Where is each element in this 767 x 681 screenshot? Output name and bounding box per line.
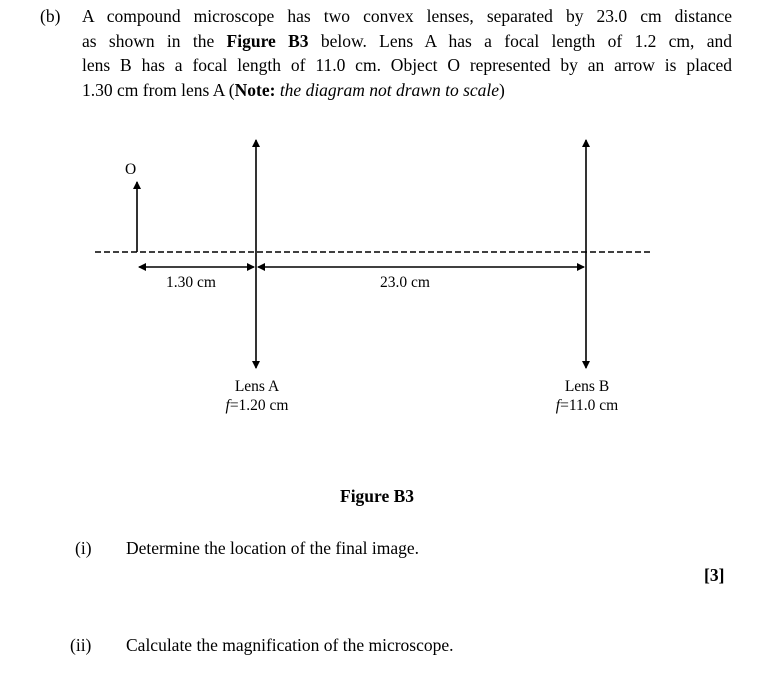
question-label: (b) bbox=[40, 6, 61, 26]
distance-label-2: 23.0 cm bbox=[380, 274, 430, 291]
figure-caption: Figure B3 bbox=[340, 486, 415, 506]
part-ii-text: Calculate the magnification of the microscope. bbox=[126, 635, 454, 655]
lens-a-label bbox=[213, 377, 301, 415]
lens-b-name: Lens B bbox=[564, 378, 610, 395]
part-i-marks: [3] bbox=[704, 565, 725, 585]
note-text: the diagram not drawn to scale bbox=[279, 79, 500, 100]
text: ) bbox=[499, 79, 505, 100]
focal-value: =1.20 cm bbox=[229, 397, 289, 414]
part-i-label: (i) bbox=[75, 538, 92, 558]
lens-b-focal bbox=[543, 396, 631, 415]
text: 1.30 cm from lens A ( bbox=[82, 79, 235, 100]
question-line: A compound microscope has two convex lenses, separated by 23.0 cm distance bbox=[82, 6, 732, 26]
focal-value: =11.0 cm bbox=[560, 397, 619, 414]
text: : bbox=[269, 79, 280, 100]
lens-a-focal bbox=[213, 396, 301, 415]
figure-ref: Figure B3 bbox=[226, 30, 309, 51]
focal-symbol: f bbox=[225, 397, 230, 414]
text: as shown in the bbox=[82, 30, 227, 51]
distance-label-1: 1.30 cm bbox=[166, 274, 216, 291]
question-line: lens B has a focal length of 11.0 cm. Object O represented by an arrow is placed bbox=[82, 55, 732, 75]
note-label: Note bbox=[234, 79, 270, 100]
lens-a-name: Lens A bbox=[234, 378, 280, 395]
part-i-text: Determine the location of the final image. bbox=[126, 538, 420, 558]
part-ii-label: (ii) bbox=[70, 635, 92, 655]
focal-symbol: f bbox=[555, 397, 561, 414]
text: below. Lens A has a focal length of 1.2 cm, and bbox=[308, 30, 732, 51]
lens-b-label bbox=[543, 377, 631, 415]
object-label: O bbox=[125, 161, 137, 178]
